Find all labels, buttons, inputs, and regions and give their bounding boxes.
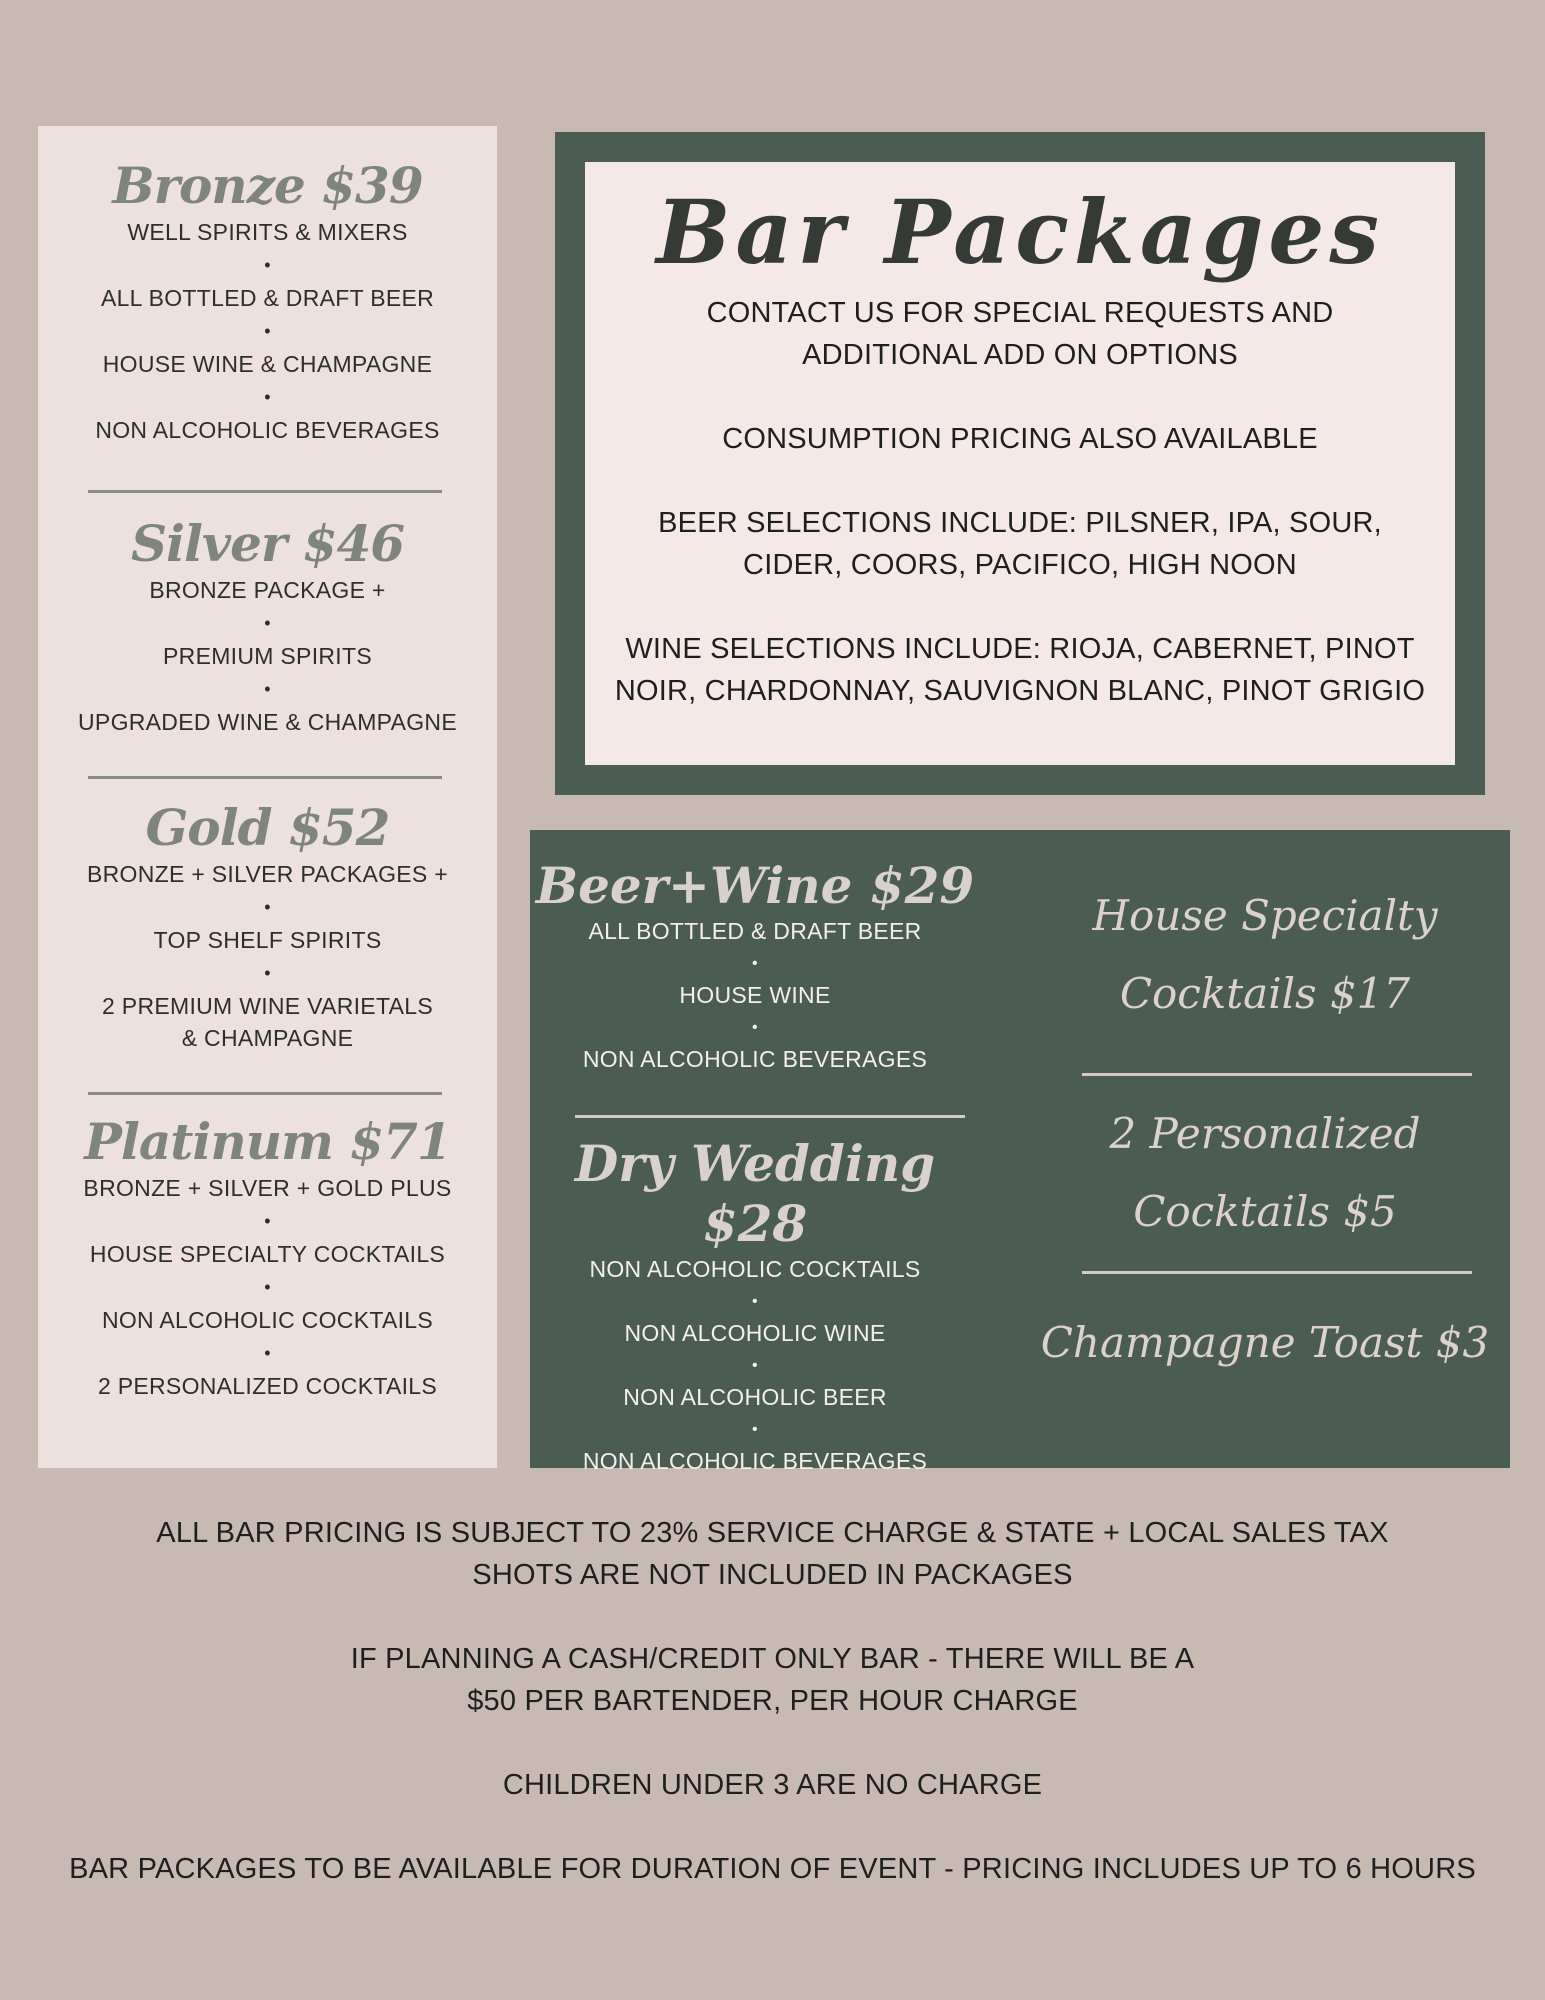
tier-silver	[38, 514, 497, 738]
intro-text: CIDER, COORS, PACIFICO, HIGH NOON	[743, 549, 1297, 581]
bullet-icon: •	[264, 1343, 271, 1363]
tier-item: WELL SPIRITS & MIXERS	[127, 219, 408, 245]
tier-item: HOUSE WINE & CHAMPAGNE	[102, 351, 433, 377]
footer-note: BAR PACKAGES TO BE AVAILABLE FOR DURATION OF EVENT - PRICING INCLUDES UP TO 6 HOURS	[69, 1853, 1476, 1885]
tier-item: ALL BOTTLED & DRAFT BEER	[100, 285, 435, 311]
intro-text: ADDITIONAL ADD ON OPTIONS	[802, 339, 1238, 371]
tier-item: ALL BOTTLED & DRAFT BEER	[588, 918, 922, 944]
tier-beer-wine	[530, 856, 980, 1075]
tier-title: Dry Wedding $28	[574, 1134, 936, 1253]
intro-panel	[585, 162, 1455, 765]
intro-text: BEER SELECTIONS INCLUDE: PILSNER, IPA, SOUR,	[658, 507, 1382, 539]
tier-gold	[38, 798, 497, 1054]
addon-text: Champagne Toast $3	[1040, 1318, 1490, 1367]
addon-specialty-cocktails	[1050, 877, 1480, 1033]
bullet-icon: •	[264, 387, 271, 407]
tier-item: UPGRADED WINE & CHAMPAGNE	[78, 709, 457, 735]
tier-item-list	[530, 1254, 980, 1477]
addon-divider	[1082, 1073, 1472, 1076]
bullet-icon: •	[752, 1421, 758, 1438]
tier-item: NON ALCOHOLIC BEVERAGES	[582, 1448, 928, 1474]
bullet-icon: •	[264, 897, 271, 917]
tier-item-list	[38, 574, 497, 738]
green-packages-panel	[530, 830, 1510, 1474]
intro-frame	[555, 132, 1485, 795]
tier-packages-panel	[38, 126, 497, 1468]
addon-text: Cocktails $5	[1133, 1187, 1397, 1236]
tier-item: BRONZE + SILVER + GOLD PLUS	[83, 1175, 452, 1201]
addon-text: 2 Personalized	[1109, 1109, 1421, 1158]
tier-divider	[88, 776, 442, 779]
footer-note: ALL BAR PRICING IS SUBJECT TO 23% SERVICE CHARGE & STATE + LOCAL SALES TAX	[156, 1517, 1389, 1549]
bullet-icon: •	[752, 955, 758, 972]
addon-divider	[1082, 1271, 1472, 1274]
intro-text: WINE SELECTIONS INCLUDE: RIOJA, CABERNET, PINOT	[625, 633, 1415, 665]
footer-note: $50 PER BARTENDER, PER HOUR CHARGE	[467, 1685, 1078, 1717]
bullet-icon: •	[264, 679, 271, 699]
tier-item: BRONZE + SILVER PACKAGES +	[86, 861, 448, 887]
tier-item: NON ALCOHOLIC BEER	[623, 1384, 887, 1410]
tier-item: NON ALCOHOLIC BEVERAGES	[582, 1046, 928, 1072]
tier-dry-wedding	[530, 1134, 980, 1477]
footer-notes	[0, 1512, 1545, 1890]
addon-text: House Specialty	[1092, 891, 1438, 940]
bullet-icon: •	[264, 321, 271, 341]
addon-personalized-cocktails	[1050, 1095, 1480, 1251]
tier-item-list	[38, 1172, 497, 1402]
tier-item: NON ALCOHOLIC COCKTAILS	[101, 1307, 434, 1333]
tier-title: Silver $46	[130, 514, 405, 573]
tier-item: PREMIUM SPIRITS	[163, 643, 372, 669]
tier-item: HOUSE SPECIALTY COCKTAILS	[89, 1241, 446, 1267]
tier-divider	[88, 490, 442, 493]
footer-note: IF PLANNING A CASH/CREDIT ONLY BAR - THERE WILL BE A	[350, 1643, 1195, 1675]
tier-item: 2 PERSONALIZED COCKTAILS	[97, 1373, 438, 1399]
intro-text: CONSUMPTION PRICING ALSO AVAILABLE	[722, 423, 1318, 455]
intro-text: NOIR, CHARDONNAY, SAUVIGNON BLANC, PINOT GRIGIO	[614, 675, 1426, 707]
tier-title: Gold $52	[145, 798, 390, 857]
tier-title: Bronze $39	[112, 156, 423, 215]
tier-item: NON ALCOHOLIC WINE	[624, 1320, 886, 1346]
addon-text: Cocktails $17	[1119, 969, 1411, 1018]
tier-title: Platinum $71	[84, 1112, 451, 1171]
tier-item: BRONZE PACKAGE +	[149, 577, 386, 603]
tier-bronze	[38, 156, 497, 446]
footer-note: CHILDREN UNDER 3 ARE NO CHARGE	[502, 1769, 1043, 1801]
bullet-icon: •	[264, 613, 271, 633]
page-title: Bar Packages	[656, 180, 1384, 284]
tier-item: NON ALCOHOLIC COCKTAILS	[589, 1256, 921, 1282]
tier-item: HOUSE WINE	[679, 982, 831, 1008]
tier-item: TOP SHELF SPIRITS	[153, 927, 382, 953]
tier-item: & CHAMPAGNE	[181, 1025, 354, 1051]
tier-item-list	[38, 858, 497, 1054]
tier-item-list	[38, 216, 497, 446]
bullet-icon: •	[752, 1019, 758, 1036]
bullet-icon: •	[752, 1357, 758, 1374]
tier-item-list	[530, 916, 980, 1075]
tier-title: Beer+Wine $29	[535, 856, 975, 915]
addon-champagne-toast	[1035, 1304, 1495, 1382]
footer-note: SHOTS ARE NOT INCLUDED IN PACKAGES	[472, 1559, 1073, 1591]
tier-item: NON ALCOHOLIC BEVERAGES	[95, 417, 440, 443]
bullet-icon: •	[264, 1211, 271, 1231]
tier-divider	[575, 1115, 965, 1118]
bullet-icon: •	[752, 1293, 758, 1310]
tier-platinum	[38, 1112, 497, 1402]
intro-text: CONTACT US FOR SPECIAL REQUESTS AND	[706, 297, 1334, 329]
bullet-icon: •	[264, 255, 271, 275]
tier-divider	[88, 1092, 442, 1095]
tier-item: 2 PREMIUM WINE VARIETALS	[102, 993, 433, 1019]
bullet-icon: •	[264, 963, 271, 983]
bullet-icon: •	[264, 1277, 271, 1297]
